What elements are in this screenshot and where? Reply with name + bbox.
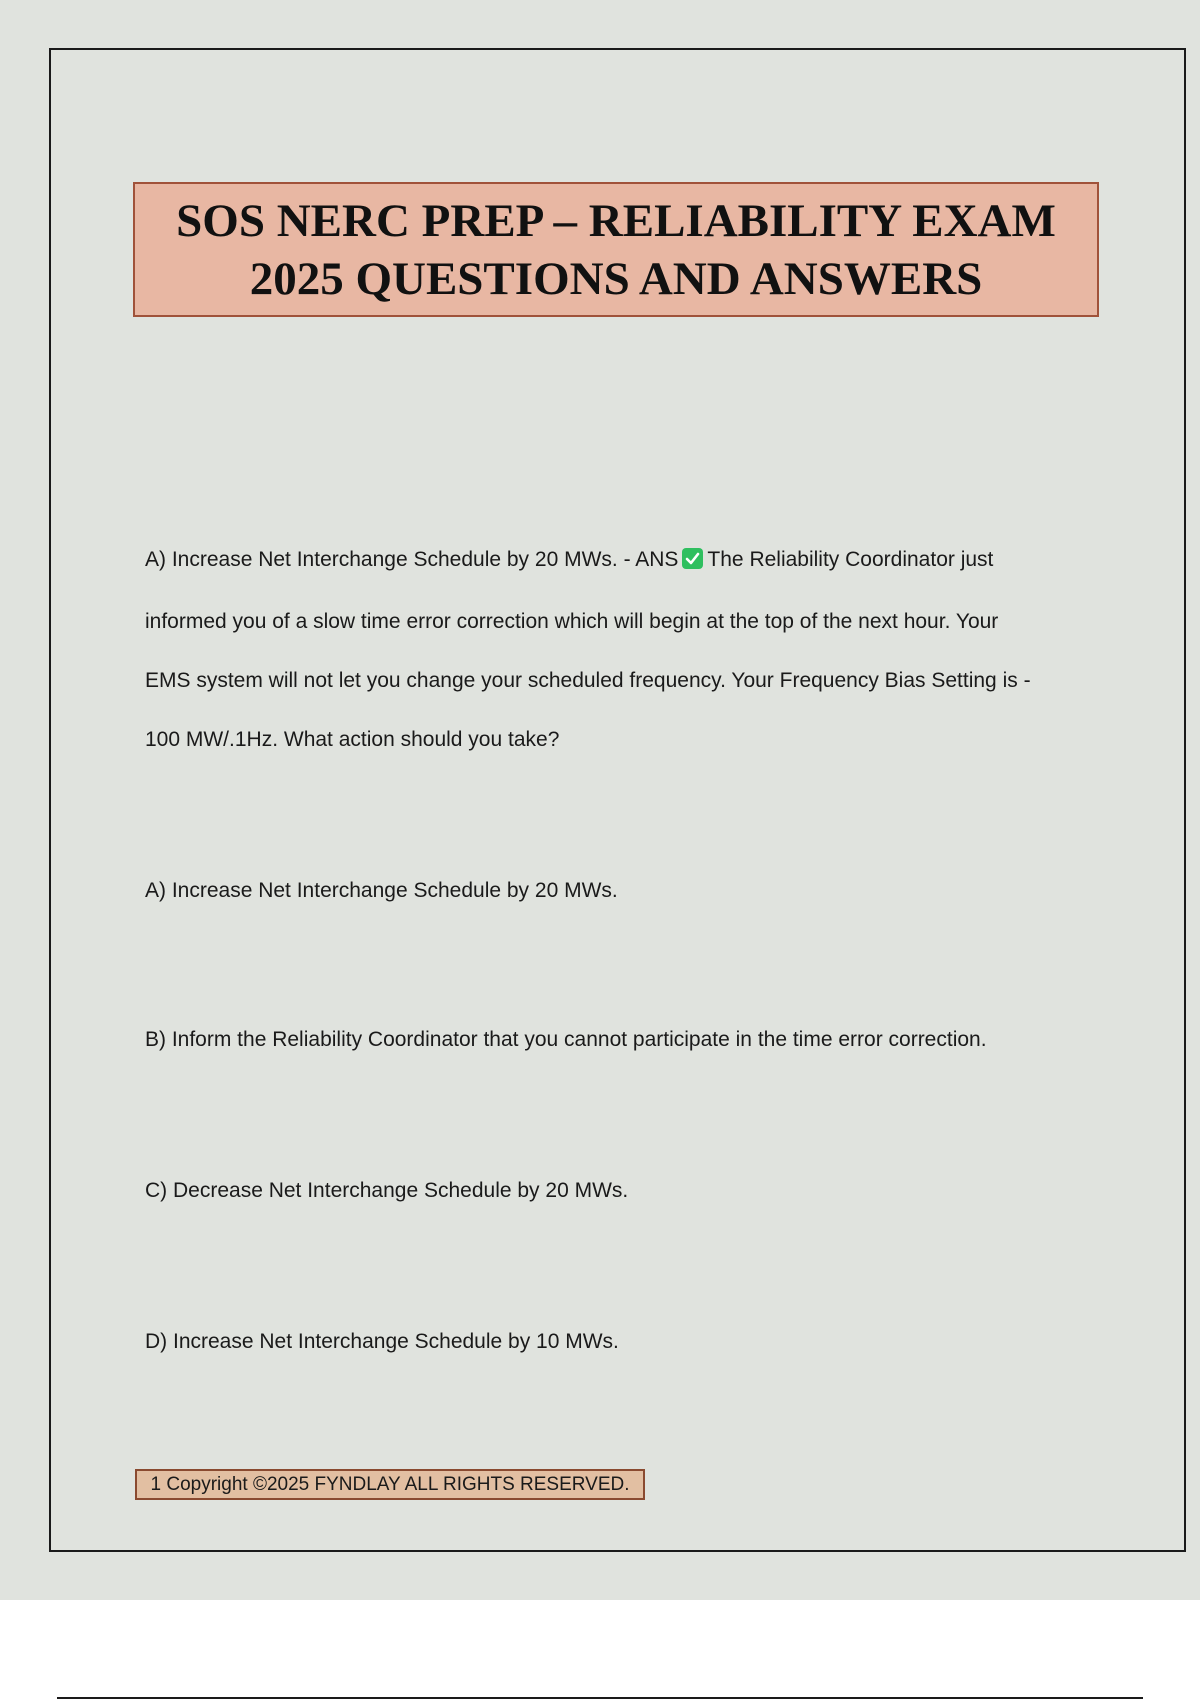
answer-prefix: A) Increase Net Interchange Schedule by 20 MWs. - ANS [145,548,679,571]
question-line-3: EMS system will not let you change your scheduled frequency. Your Frequency Bias Setting is - [145,669,1031,692]
option-d: D) Increase Net Interchange Schedule by 10 MWs. [145,1330,619,1353]
check-mark-icon [682,548,703,569]
option-b: B) Inform the Reliability Coordinator that you cannot participate in the time error correction. [145,1028,987,1051]
option-a: A) Increase Net Interchange Schedule by 20 MWs. [145,879,618,902]
question-line-4: 100 MW/.1Hz. What action should you take? [145,728,560,751]
page-title-line-2: 2025 QUESTIONS AND ANSWERS [249,252,983,305]
bottom-divider [57,1697,1143,1699]
question-line-2: informed you of a slow time error correction which will begin at the top of the next hour. Your [145,610,999,633]
title-box [133,182,1099,317]
copyright-footer: 1 Copyright ©2025 FYNDLAY ALL RIGHTS RESERVED. [135,1469,645,1500]
question-line-1 [145,548,993,572]
question-line-1-text: The Reliability Coordinator just [707,548,994,571]
page-title-line-1: SOS NERC PREP – RELIABILITY EXAM [176,194,1056,247]
option-c: C) Decrease Net Interchange Schedule by 20 MWs. [145,1179,629,1202]
